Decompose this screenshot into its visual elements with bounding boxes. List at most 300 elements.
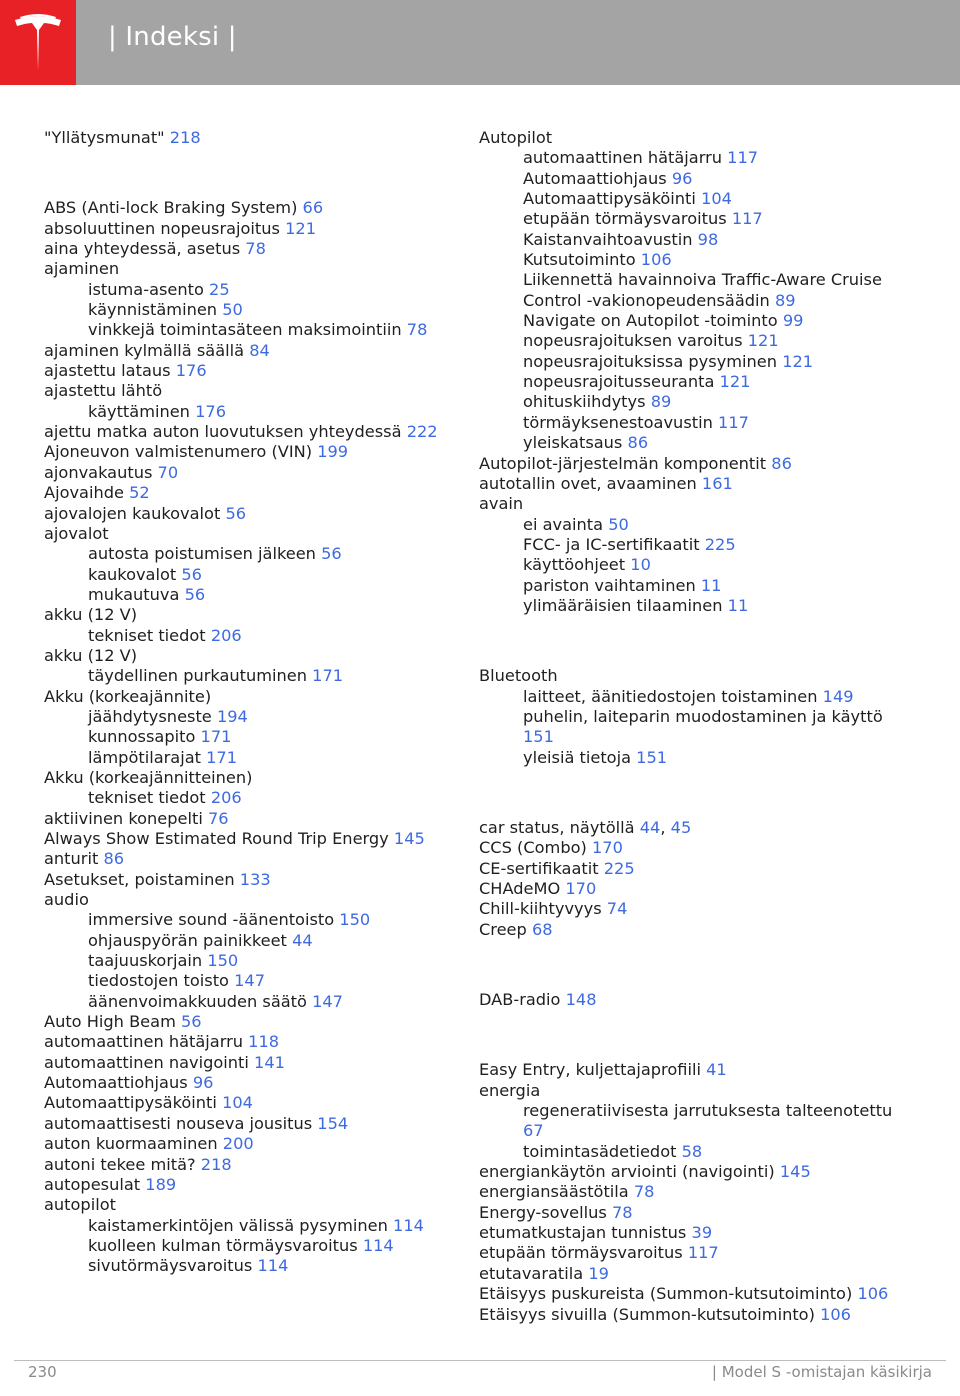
entry-label: Ajovaihde — [44, 483, 124, 503]
index-subentry — [479, 169, 909, 189]
index-group-e — [479, 1060, 909, 1324]
page-number: 230 — [28, 1363, 57, 1381]
index-entry — [479, 1203, 909, 1223]
entry-label: Chill-kiihtyvyys — [479, 899, 602, 919]
index-subentry — [44, 1256, 454, 1276]
entry-label: avain — [479, 494, 524, 514]
entry-label: ohjauspyörän painikkeet — [88, 930, 287, 950]
page-reference-link[interactable]: 117 — [731, 209, 763, 229]
entry-label: ABS (Anti-lock Braking System) — [44, 198, 298, 218]
entry-label: Automaattiohjaus — [44, 1073, 188, 1093]
entry-label: lämpötilarajat — [88, 747, 201, 767]
page-reference-link[interactable]: 106 — [857, 1284, 889, 1304]
entry-label: pariston vaihtaminen — [523, 575, 696, 595]
page-title: | Indeksi | — [108, 22, 237, 52]
index-subentry — [44, 300, 454, 320]
entry-label: sivutörmäysvaroitus — [88, 1256, 253, 1276]
page-reference-link[interactable]: 56 — [321, 544, 342, 564]
index-entry — [44, 1134, 454, 1154]
entry-label: Automaattipysäköinti — [44, 1093, 217, 1113]
index-subentry — [479, 707, 909, 748]
index-subentry — [44, 544, 454, 564]
index-subentry — [44, 320, 454, 340]
entry-label: Kutsutoiminto — [523, 250, 636, 270]
page-reference-link[interactable]: 148 — [565, 990, 597, 1010]
index-group-c — [479, 818, 909, 940]
entry-label: Navigate on Autopilot -toiminto — [523, 311, 778, 331]
index-subentry — [479, 1101, 909, 1142]
page-reference-link[interactable]: 121 — [719, 372, 751, 392]
index-entry — [479, 1162, 909, 1182]
entry-label: Bluetooth — [479, 666, 558, 686]
entry-label: käynnistäminen — [88, 300, 218, 320]
page-reference-link[interactable]: 39 — [691, 1223, 713, 1243]
page-reference-link[interactable]: 68 — [531, 919, 553, 939]
page-reference-link[interactable]: 56 — [184, 584, 206, 604]
entry-label: Auto High Beam — [44, 1012, 176, 1032]
index-entry — [479, 494, 909, 514]
page-reference-link[interactable]: 78 — [245, 239, 266, 259]
index-entry — [44, 381, 454, 401]
index-subentry — [479, 413, 909, 433]
index-entry — [44, 219, 454, 239]
entry-label: täydellinen purkautuminen — [88, 666, 308, 686]
index-subentry — [44, 992, 454, 1012]
page-reference-link[interactable]: 114 — [362, 1235, 394, 1255]
index-subentry — [44, 951, 454, 971]
entry-label: yleisiä tietoja — [523, 747, 632, 767]
entry-label: ajettu matka auton luovutuksen yhteydessä — [44, 422, 402, 442]
index-entry — [479, 454, 909, 474]
index-entry — [479, 1223, 909, 1243]
entry-label: vinkkejä toimintasäteen maksimointiin — [88, 320, 402, 340]
entry-label: Etäisyys sivuilla (Summon-kutsutoiminto) — [479, 1304, 815, 1324]
index-entry: car status, näytöllä 44, 45 — [479, 817, 692, 837]
entry-label: CE-sertifikaatit — [479, 858, 599, 878]
entry-label: DAB-radio — [479, 990, 561, 1010]
entry-label: automaattinen navigointi — [44, 1052, 249, 1072]
page-reference-link[interactable]: 98 — [697, 229, 719, 249]
index-subentry — [479, 189, 909, 209]
index-entry — [44, 870, 454, 890]
entry-label: Etäisyys puskureista (Summon-kutsutoiminto) — [479, 1284, 853, 1304]
index-entry — [479, 1060, 909, 1080]
index-entry — [44, 524, 454, 544]
index-subentry — [479, 596, 909, 616]
index-subentry — [479, 352, 909, 372]
index-subentry — [44, 788, 454, 808]
index-subentry — [479, 515, 909, 535]
index-subentry — [479, 372, 909, 392]
entry-label: ohituskiihdytys — [523, 392, 646, 412]
page-reference-link[interactable]: 117 — [727, 148, 759, 168]
entry-label: autosta poistumisen jälkeen — [88, 544, 316, 564]
page-reference-link[interactable]: 104 — [222, 1093, 253, 1113]
page-reference-link[interactable]: 171 — [312, 666, 344, 686]
entry-label: aina yhteydessä, asetus — [44, 239, 241, 259]
page-reference-link[interactable]: 147 — [312, 991, 343, 1011]
index-entry — [479, 838, 909, 858]
index-entry — [479, 474, 909, 494]
page-reference-link[interactable]: 161 — [701, 473, 733, 493]
entry-label: Creep — [479, 919, 527, 939]
page-reference-link[interactable]: 52 — [129, 483, 150, 503]
entry-label: tiedostojen toisto — [88, 971, 229, 991]
page-reference-link[interactable]: 96 — [192, 1073, 214, 1093]
index-entry — [44, 605, 454, 625]
index-entry — [44, 1093, 454, 1113]
page-reference-link[interactable]: 19 — [588, 1263, 609, 1283]
page-reference-link[interactable]: 11 — [700, 575, 722, 595]
entry-label: tekniset tiedot — [88, 625, 206, 645]
entry-label: nopeusrajoituksen varoitus — [523, 331, 743, 351]
index-subentry — [44, 666, 454, 686]
tesla-logo-icon — [13, 14, 63, 72]
entry-label: Liikennettä havainnoiva Traffic-Aware Cruise Control -vakionopeudensäädin — [523, 270, 882, 310]
entry-label: etutavaratila — [479, 1263, 584, 1283]
page-reference-link[interactable]: 170 — [565, 879, 597, 898]
page-reference-link[interactable]: 170 — [591, 838, 623, 858]
index-entry — [44, 646, 454, 666]
page-reference-link[interactable]: 70 — [157, 462, 179, 482]
entry-label: anturit — [44, 849, 99, 869]
index-group-d — [479, 990, 909, 1010]
index-subentry — [479, 148, 909, 168]
index-entry — [44, 1175, 454, 1195]
page-reference-link[interactable]: 114 — [393, 1215, 424, 1235]
index-entry — [44, 1155, 454, 1175]
page-reference-link[interactable]: 133 — [239, 869, 271, 889]
page-reference-link[interactable]: 149 — [822, 686, 854, 706]
entry-label: yleiskatsaus — [523, 433, 623, 453]
index-entry — [479, 920, 909, 940]
page-reference-link[interactable]: 84 — [249, 340, 270, 360]
entry-label: FCC- ja IC-sertifikaatit — [523, 534, 700, 554]
index-subentry — [44, 707, 454, 727]
entry-label: immersive sound -äänentoisto — [88, 910, 335, 930]
entry-label: akku (12 V) — [44, 645, 138, 665]
index-entry — [44, 483, 454, 503]
page-reference-link[interactable]: 150 — [207, 951, 239, 971]
page-reference-link[interactable]: 151 — [636, 747, 668, 767]
index-subentry — [44, 727, 454, 747]
index-subentry — [479, 250, 909, 270]
index-entry — [44, 849, 454, 869]
index-subentry — [44, 931, 454, 951]
index-entry — [479, 666, 909, 686]
page-reference-link[interactable]: 171 — [200, 727, 232, 747]
entry-label: Asetukset, poistaminen — [44, 869, 235, 889]
index-subentry — [479, 1142, 909, 1162]
page-reference-link[interactable]: 189 — [145, 1174, 177, 1194]
index-subentry — [479, 392, 909, 412]
page-reference-link[interactable]: 121 — [782, 351, 814, 371]
page-header — [0, 0, 960, 85]
page-reference-link[interactable]: 50 — [222, 300, 243, 320]
page-reference-link[interactable]: 171 — [206, 747, 238, 767]
entry-label: ajonvakautus — [44, 462, 153, 482]
entry-label: jäähdytysneste — [88, 706, 212, 726]
index-entry — [44, 504, 454, 524]
page-reference-link[interactable]: 200 — [222, 1134, 254, 1154]
page-reference-link[interactable]: 78 — [611, 1202, 633, 1222]
entry-label: etupään törmäysvaroitus — [523, 209, 727, 229]
index-subentry — [479, 687, 909, 707]
entry-label: automaattinen hätäjarru — [523, 148, 723, 168]
page-reference-link[interactable]: 117 — [687, 1243, 719, 1263]
index-entry — [479, 1243, 909, 1263]
page-reference-link[interactable]: 150 — [339, 910, 371, 930]
entry-label: istuma-asento — [88, 279, 204, 299]
index-entry — [44, 687, 454, 707]
page-reference-link[interactable]: 67 — [523, 1121, 544, 1141]
index-entry — [479, 128, 909, 148]
entry-label: Automaattipysäköinti — [523, 189, 696, 209]
entry-label: autopesulat — [44, 1174, 141, 1194]
page-reference-link[interactable]: 145 — [779, 1162, 811, 1182]
page-reference-link[interactable]: 176 — [195, 401, 227, 421]
index-group-a — [44, 198, 454, 1276]
entry-label: aktiivinen konepelti — [44, 808, 203, 828]
footer-doc-title: | Model S -omistajan käsikirja — [711, 1363, 932, 1381]
index-subentry — [44, 585, 454, 605]
entry-label: ylimääräisien tilaaminen — [523, 595, 723, 615]
entry-label: toimintasädetiedot — [523, 1141, 677, 1161]
page-reference-link[interactable]: 194 — [216, 706, 248, 726]
page-reference-link[interactable]: 25 — [209, 279, 230, 299]
page-reference-link[interactable]: 147 — [234, 971, 266, 991]
page-reference-link[interactable]: 86 — [771, 453, 792, 473]
brand-logo — [0, 0, 76, 85]
index-entry — [44, 422, 454, 442]
page-reference-link[interactable]: 121 — [747, 331, 779, 351]
entry-label: Easy Entry, kuljettajaprofiili — [479, 1060, 701, 1080]
entry-label: autotallin ovet, avaaminen — [479, 473, 697, 493]
page-reference-link[interactable]: 56 — [181, 564, 202, 584]
entry-label: auton kuormaaminen — [44, 1134, 218, 1154]
page-reference-link[interactable]: 114 — [257, 1256, 289, 1276]
entry-label: ajaminen kylmällä säällä — [44, 340, 245, 360]
index-entry — [44, 198, 454, 218]
entry-label: kuolleen kulman törmäysvaroitus — [88, 1235, 358, 1255]
page-reference-link[interactable]: 86 — [103, 849, 125, 869]
index-subentry — [44, 748, 454, 768]
entry-label: kaistamerkintöjen välissä pysyminen — [88, 1215, 388, 1235]
entry-label: laitteet, äänitiedostojen toistaminen — [523, 686, 818, 706]
index-subentry — [44, 402, 454, 422]
index-subentry — [44, 565, 454, 585]
entry-label: CHAdeMO — [479, 879, 561, 898]
page-reference-link[interactable]: 44 — [292, 930, 313, 950]
page-reference-link[interactable]: 222 — [406, 422, 438, 442]
page-reference-link[interactable]: 78 — [406, 320, 428, 340]
entry-label: käyttäminen — [88, 401, 190, 421]
entry-label: Autopilot-järjestelmän komponentit — [479, 453, 767, 473]
index-column-right — [479, 128, 909, 1325]
page-reference-link[interactable]: 225 — [704, 534, 736, 554]
entry-label: energiankäytön arviointi (navigointi) — [479, 1162, 775, 1182]
index-subentry — [479, 576, 909, 596]
index-entry — [479, 899, 909, 919]
entry-label: "Yllätysmunat" — [44, 128, 165, 147]
entry-label: nopeusrajoitusseuranta — [523, 372, 715, 392]
entry-label: autoni tekee mitä? — [44, 1154, 196, 1174]
page-reference-link[interactable]: 11 — [727, 595, 749, 615]
index-entry — [479, 1182, 909, 1202]
entry-label: Autopilot — [479, 128, 553, 147]
index-entry — [479, 1305, 909, 1325]
page-reference-link[interactable]: 66 — [302, 198, 324, 218]
page-reference-link[interactable]: 56 — [181, 1012, 202, 1032]
index-subentry — [479, 433, 909, 453]
page-reference-link[interactable]: 117 — [718, 412, 749, 432]
entry-label: Always Show Estimated Round Trip Energy — [44, 829, 389, 848]
page-reference-link[interactable]: 141 — [254, 1052, 285, 1072]
index-entry — [479, 1264, 909, 1284]
entry-label: etumatkustajan tunnistus — [479, 1223, 687, 1243]
entry-label: taajuuskorjain — [88, 951, 203, 971]
index-entry — [44, 1073, 454, 1093]
index-entry — [44, 1195, 454, 1215]
entry-label: automaattisesti nouseva jousitus — [44, 1113, 313, 1133]
page-reference-link[interactable]: 206 — [210, 625, 242, 645]
page-reference-link[interactable]: 76 — [208, 808, 229, 828]
entry-label: regeneratiivisesta jarrutuksesta talteenotettu — [523, 1101, 893, 1121]
page-reference-link[interactable]: 44 — [639, 817, 661, 837]
entry-label: Akku (korkeajännite) — [44, 686, 212, 706]
index-entry — [44, 341, 454, 361]
index-subentry — [479, 230, 909, 250]
page-reference-link[interactable]: 74 — [606, 899, 628, 919]
entry-label: nopeusrajoituksissa pysyminen — [523, 351, 778, 371]
page-reference-link[interactable]: 145 — [393, 829, 425, 848]
entry-label: ajastettu lähtö — [44, 381, 163, 401]
entry-label: äänenvoimakkuuden säätö — [88, 991, 307, 1011]
page-reference-link[interactable]: 154 — [317, 1113, 349, 1133]
entry-label: törmäyksenestoavustin — [523, 412, 713, 432]
index-entry — [44, 1012, 454, 1032]
page-reference-link[interactable]: 78 — [633, 1182, 655, 1202]
entry-label: puhelin, laiteparin muodostaminen ja käyttö — [523, 706, 883, 726]
index-subentry — [44, 1216, 454, 1236]
index-entry — [44, 1114, 454, 1134]
page-reference-link[interactable]: 176 — [175, 361, 207, 381]
entry-label: ajovalot — [44, 523, 109, 543]
entry-label: ajovalojen kaukovalot — [44, 503, 221, 523]
index-entry — [44, 239, 454, 259]
entry-label: akku (12 V) — [44, 605, 138, 625]
index-subentry — [479, 748, 909, 768]
page-reference-link[interactable]: 206 — [210, 788, 242, 808]
page-reference-link[interactable]: 58 — [681, 1141, 703, 1161]
page-reference-link[interactable]: 56 — [225, 503, 247, 523]
entry-label: Ajoneuvon valmistenumero (VIN) — [44, 442, 313, 462]
index-subentry — [479, 311, 909, 331]
index-entry — [44, 361, 454, 381]
footer-divider — [14, 1360, 946, 1361]
index-entry — [44, 768, 454, 788]
page-reference-link[interactable]: 86 — [627, 433, 649, 453]
entry-label: ajaminen — [44, 259, 120, 279]
entry-label: car status, näytöllä — [479, 817, 635, 837]
page-reference-link[interactable]: 106 — [640, 250, 672, 270]
index-subentry — [479, 535, 909, 555]
page-reference-link[interactable]: 121 — [285, 218, 317, 238]
page-reference-link[interactable]: 41 — [706, 1060, 727, 1080]
entry-label: etupään törmäysvaroitus — [479, 1243, 683, 1263]
entry-label: autopilot — [44, 1195, 116, 1215]
page-reference-link[interactable]: 218 — [200, 1154, 232, 1174]
index-entry — [44, 463, 454, 483]
page-reference-link[interactable]: 106 — [820, 1304, 851, 1324]
index-entry — [479, 1284, 909, 1304]
page-reference-link[interactable]: 199 — [317, 442, 349, 462]
entry-label: tekniset tiedot — [88, 788, 206, 808]
index-entry — [44, 809, 454, 829]
page-reference-link[interactable]: 151 — [523, 727, 554, 747]
index-entry — [44, 890, 454, 910]
index-subentry — [479, 555, 909, 575]
index-subentry — [479, 209, 909, 229]
page-reference-link[interactable]: 10 — [630, 555, 651, 575]
entry-label: ajastettu lataus — [44, 361, 171, 381]
index-entry — [44, 128, 454, 148]
index-group-a-continued — [479, 128, 909, 616]
index-subentry — [479, 270, 909, 311]
index-entry — [44, 1032, 454, 1052]
index-entry — [44, 1053, 454, 1073]
index-entry — [479, 879, 909, 899]
index-subentry — [479, 331, 909, 351]
page-reference-link[interactable]: 218 — [169, 128, 201, 147]
entry-label: käyttöohjeet — [523, 555, 626, 575]
page-reference-link[interactable]: 225 — [603, 858, 635, 878]
entry-label: energiansäästötila — [479, 1182, 629, 1202]
page-reference-link[interactable]: 89 — [650, 392, 672, 412]
page-reference-link[interactable]: 118 — [248, 1032, 280, 1052]
entry-label: mukautuva — [88, 584, 180, 604]
entry-label: Automaattiohjaus — [523, 168, 667, 188]
index-subentry — [44, 971, 454, 991]
entry-label: Kaistanvaihtoavustin — [523, 229, 693, 249]
index-entry — [44, 442, 454, 462]
index-entry — [479, 1081, 909, 1101]
entry-label: energia — [479, 1080, 541, 1100]
index-entry — [44, 829, 454, 849]
entry-label: automaattinen hätäjarru — [44, 1032, 244, 1052]
entry-label: absoluuttinen nopeusrajoitus — [44, 218, 280, 238]
entry-label: ei avainta — [523, 514, 604, 534]
index-subentry — [44, 910, 454, 930]
index-subentry — [44, 626, 454, 646]
entry-label: Akku (korkeajännitteinen) — [44, 767, 253, 787]
entry-label: kaukovalot — [88, 564, 177, 584]
index-subentry — [44, 1236, 454, 1256]
page-reference-link[interactable]: 104 — [701, 189, 732, 209]
page-reference-link[interactable]: 45 — [670, 817, 692, 837]
entry-label: kunnossapito — [88, 727, 196, 747]
index-subentry — [44, 280, 454, 300]
index-entry — [479, 990, 909, 1010]
index-entry — [44, 259, 454, 279]
index-group-b — [479, 666, 909, 768]
index-column-left — [44, 128, 454, 1277]
page-reference-link[interactable]: 89 — [774, 290, 796, 310]
page-reference-link[interactable]: 99 — [782, 311, 804, 331]
page-reference-link[interactable]: 50 — [608, 514, 629, 534]
page-reference-link[interactable]: 96 — [671, 168, 693, 188]
index-entry — [479, 859, 909, 879]
